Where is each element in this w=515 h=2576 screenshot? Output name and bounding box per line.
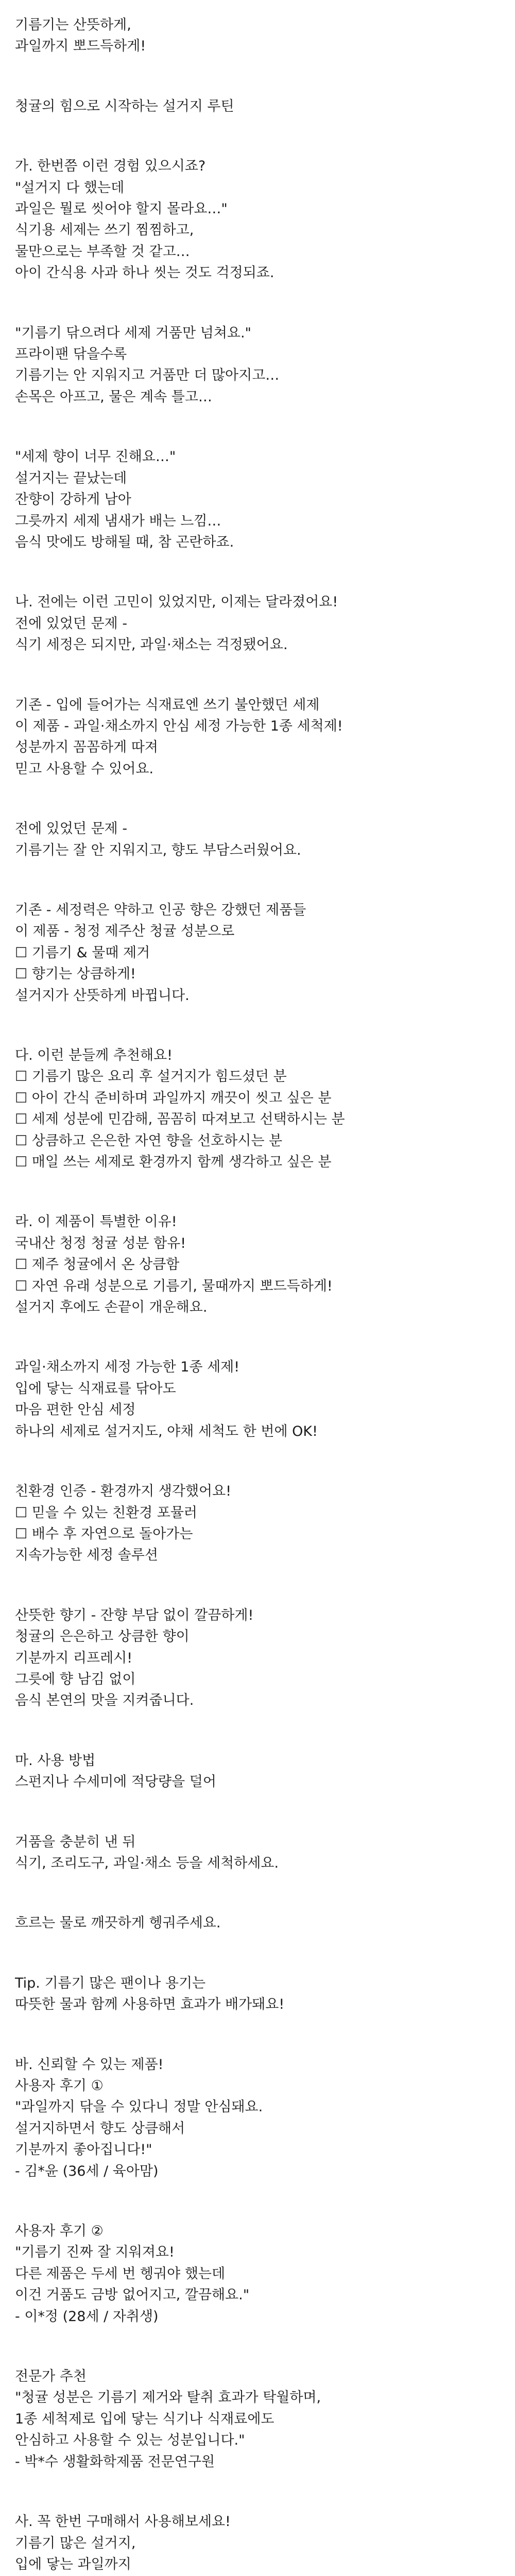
- text-section: [15, 156, 504, 283]
- text-section: [15, 1750, 504, 1793]
- text-line: 라. 이 제품이 특별한 이유!: [15, 1214, 177, 1230]
- text-line: 기름기는 잘 안 지워지고, 향도 부담스러웠어요.: [15, 842, 301, 858]
- text-line: "기름기 닦으려다 세제 거품만 넘쳐요.": [15, 325, 251, 341]
- text-line: ☐ 아이 간식 준비하며 과일까지 깨끗이 씻고 싶은 분: [15, 1090, 332, 1106]
- text-section: [15, 2221, 504, 2327]
- text-line: 사용자 후기 ①: [15, 2078, 104, 2094]
- text-line: ☐ 기름기 많은 요리 후 설거지가 힘드셨던 분: [15, 1069, 287, 1085]
- text-line: 1종 세척제로 입에 닿는 식기나 식재료에도: [15, 2411, 274, 2427]
- text-line: 이 제품 - 청정 제주산 청귤 성분으로: [15, 923, 235, 940]
- text-line: - 박*수 생활화학제품 전문연구원: [15, 2453, 215, 2470]
- text-section: [15, 2511, 504, 2576]
- text-line: 안심하고 사용할 수 있는 성분입니다.": [15, 2432, 245, 2449]
- text-line: 프라이팬 닦을수록: [15, 346, 127, 363]
- text-line: 아이 간식용 사과 하나 씻는 것도 걱정되죠.: [15, 265, 274, 281]
- text-line: ☐ 세제 성분에 민감해, 꼼꼼히 따져보고 선택하시는 분: [15, 1111, 345, 1128]
- text-line: 사용자 후기 ②: [15, 2223, 104, 2240]
- text-line: 전문가 추천: [15, 2368, 87, 2385]
- text-line: 식기, 조리도구, 과일·채소 등을 세척하세요.: [15, 1855, 279, 1871]
- text-section: [15, 2366, 504, 2472]
- text-line: 사. 꼭 한번 구매해서 사용해보세요!: [15, 2514, 231, 2530]
- text-line: "세제 향이 너무 진해요…": [15, 449, 176, 465]
- text-section: [15, 1912, 504, 1934]
- text-line: "과일까지 닦을 수 있다니 정말 안심돼요.: [15, 2099, 263, 2115]
- text-line: 청귤의 은은하고 상큼한 향이: [15, 1629, 190, 1645]
- text-line: - 김*윤 (36세 / 육아맘): [15, 2163, 159, 2179]
- text-line: 설거지 후에도 손끝이 개운해요.: [15, 1299, 208, 1316]
- text-section: [15, 96, 504, 117]
- text-line: ☐ 기름기 & 물때 제거: [15, 944, 150, 961]
- text-line: 스펀지나 수세미에 적당량을 덜어: [15, 1774, 216, 1790]
- text-line: 설거지는 끝났는데: [15, 470, 127, 486]
- text-line: 마. 사용 방법: [15, 1752, 96, 1769]
- text-line: 음식 맛에도 방해될 때, 참 곤란하죠.: [15, 534, 234, 550]
- text-line: - 이*정 (28세 / 자취생): [15, 2308, 159, 2325]
- text-line: 과일까지 뽀드득하게!: [15, 38, 146, 55]
- text-line: 기존 - 세정력은 약하고 인공 향은 강했던 제품들: [15, 902, 306, 918]
- text-line: 설거지가 산뜻하게 바뀝니다.: [15, 987, 190, 1004]
- text-line: 입에 닿는 식재료를 닦아도: [15, 1380, 176, 1397]
- text-line: 이 제품 - 과일·채소까지 안심 세정 가능한 1종 세척제!: [15, 718, 343, 734]
- text-line: 기름기는 산뜻하게,: [15, 17, 131, 33]
- text-line: 기분까지 리프레시!: [15, 1650, 133, 1666]
- text-section: [15, 14, 504, 57]
- text-section: [15, 818, 504, 861]
- text-line: ☐ 제주 청귤에서 온 상큼함: [15, 1257, 180, 1273]
- text-line: 가. 한번쯤 이런 경험 있으시죠?: [15, 158, 206, 175]
- text-line: ☐ 믿을 수 있는 친환경 포뮬러: [15, 1504, 198, 1521]
- text-section: [15, 2054, 504, 2182]
- text-line: 기분까지 좋아집니다!": [15, 2142, 152, 2158]
- text-line: 바. 신뢰할 수 있는 제품!: [15, 2056, 164, 2073]
- text-line: 과일·채소까지 세정 가능한 1종 세제!: [15, 1359, 240, 1376]
- text-line: 기름기는 안 지워지고 거품만 더 많아지고…: [15, 367, 280, 384]
- text-line: 다. 이런 분들께 추천해요!: [15, 1047, 173, 1063]
- text-line: 다른 제품은 두세 번 헹궈야 했는데: [15, 2265, 226, 2282]
- text-line: 입에 닿는 과일까지: [15, 2556, 131, 2572]
- text-line: 손목은 아프고, 물은 계속 틀고…: [15, 388, 212, 405]
- text-line: Tip. 기름기 많은 팬이나 용기는: [15, 1975, 206, 1991]
- text-line: 그릇까지 세제 냄새가 배는 느낌…: [15, 513, 221, 529]
- text-section: [15, 1605, 504, 1711]
- text-line: 음식 본연의 맛을 지켜줍니다.: [15, 1692, 194, 1709]
- text-line: 지속가능한 세정 솔루션: [15, 1547, 158, 1564]
- text-line: 하나의 세제로 설거지도, 야채 세척도 한 번에 OK!: [15, 1423, 318, 1439]
- text-section: [15, 1211, 504, 1318]
- text-line: 기름기 많은 설거지,: [15, 2535, 136, 2551]
- text-line: "기름기 진짜 잘 지워져요!: [15, 2244, 175, 2261]
- text-line: 국내산 청정 청귤 성분 함유!: [15, 1235, 186, 1251]
- text-line: 성분까지 꼼꼼하게 따져: [15, 739, 158, 756]
- text-line: ☐ 매일 쓰는 세제로 환경까지 함께 생각하고 싶은 분: [15, 1154, 332, 1171]
- text-line: 설거지하면서 향도 상큼해서: [15, 2120, 185, 2137]
- text-section: [15, 1357, 504, 1442]
- text-section: [15, 1832, 504, 1874]
- text-line: 산뜻한 향기 - 잔향 부담 없이 깔끔하게!: [15, 1607, 254, 1623]
- text-line: 친환경 인증 - 환경까지 생각했어요!: [15, 1483, 232, 1500]
- text-line: 그릇에 향 남김 없이: [15, 1671, 136, 1687]
- text-line: 과일은 뭘로 씻어야 할지 몰라요…": [15, 201, 228, 217]
- text-line: "설거지 다 했는데: [15, 179, 125, 196]
- text-line: 청귤의 힘으로 시작하는 설거지 루틴: [15, 98, 234, 114]
- text-section: [15, 694, 504, 780]
- text-line: 흐르는 물로 깨끗하게 헹궈주세요.: [15, 1915, 221, 1931]
- text-line: ☐ 자연 유래 성분으로 기름기, 물때까지 뽀드득하게!: [15, 1278, 333, 1294]
- text-line: 잔향이 강하게 남아: [15, 492, 131, 508]
- text-line: 전에 있었던 문제 -: [15, 615, 128, 632]
- text-section: [15, 1481, 504, 1566]
- document-body: [15, 14, 504, 2576]
- text-line: 믿고 사용할 수 있어요.: [15, 760, 154, 777]
- text-section: [15, 1045, 504, 1173]
- text-line: ☐ 상큼하고 은은한 자연 향을 선호하시는 분: [15, 1132, 283, 1149]
- text-line: 따뜻한 물과 함께 사용하면 효과가 배가돼요!: [15, 1996, 285, 2013]
- text-section: [15, 323, 504, 408]
- text-line: 나. 전에는 이런 고민이 있었지만, 이제는 달라졌어요!: [15, 594, 338, 611]
- text-section: [15, 1973, 504, 2015]
- text-line: ☐ 배수 후 자연으로 돌아가는: [15, 1526, 193, 1542]
- text-section: [15, 900, 504, 1006]
- text-line: 물만으로는 부족할 것 같고…: [15, 243, 190, 260]
- text-line: 거품을 충분히 낸 뒤: [15, 1834, 136, 1850]
- text-section: [15, 591, 504, 655]
- text-line: ☐ 향기는 상큼하게!: [15, 966, 136, 982]
- text-line: 마음 편한 안심 세정: [15, 1402, 136, 1418]
- text-line: 식기 세정은 되지만, 과일·채소는 걱정됐어요.: [15, 637, 288, 653]
- text-line: "청귤 성분은 기름기 제거와 탈취 효과가 탁월하며,: [15, 2389, 321, 2406]
- text-line: 식기용 세제는 쓰기 찜찜하고,: [15, 222, 194, 239]
- text-line: 기존 - 입에 들어가는 식재료엔 쓰기 불안했던 세제: [15, 697, 320, 713]
- text-section: [15, 446, 504, 553]
- text-line: 전에 있었던 문제 -: [15, 821, 128, 837]
- text-line: 이건 거품도 금방 없어지고, 깔끔해요.": [15, 2287, 250, 2303]
